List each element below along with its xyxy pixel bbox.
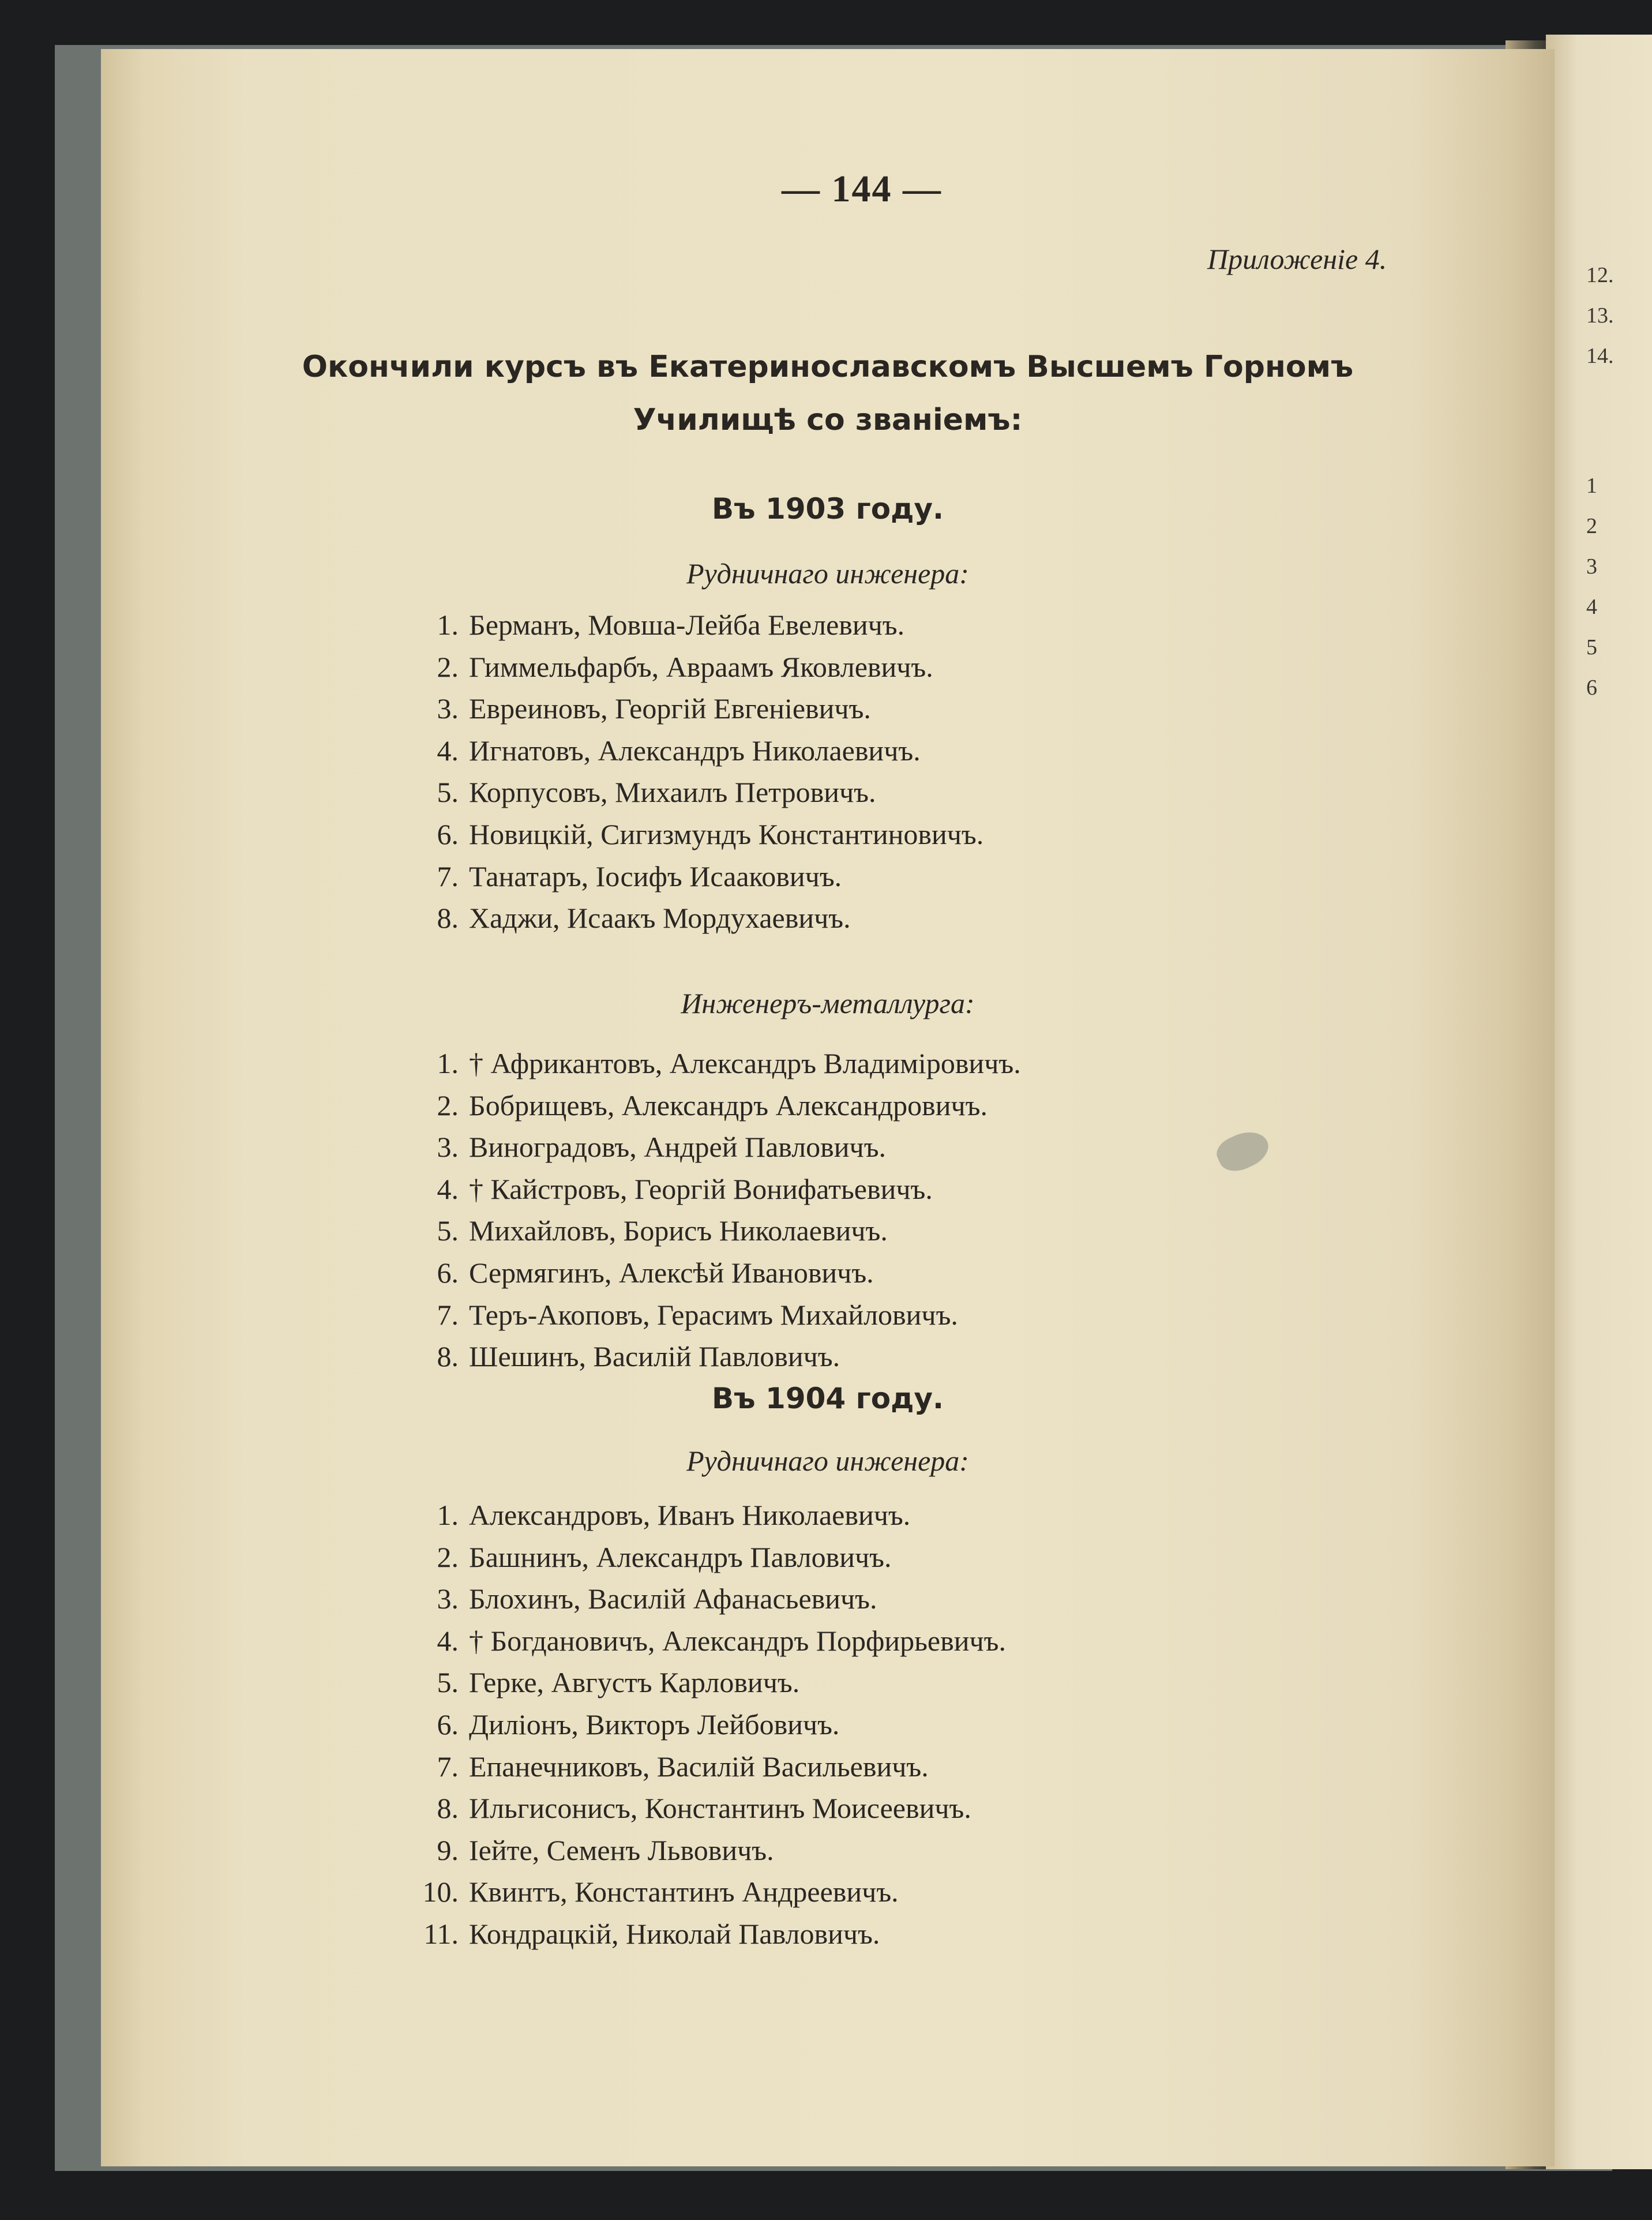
entry-name: Ильгисонисъ, Константинъ Моисеевичъ. xyxy=(469,1792,971,1825)
facing-page-number: 5 xyxy=(1586,635,1597,659)
facing-page-number: 4 xyxy=(1586,595,1597,619)
entry-number: 1. xyxy=(437,1047,459,1079)
entry-number: 4. xyxy=(437,1624,459,1657)
list-item xyxy=(412,1704,1006,1746)
entry-number: 2. xyxy=(437,1089,459,1122)
page-title xyxy=(101,340,1555,447)
facing-page-number: 6 xyxy=(1586,676,1597,700)
facing-page-number: 13. xyxy=(1586,303,1614,328)
year-heading: Въ 1903 году. xyxy=(711,492,944,526)
entry-number: 6. xyxy=(437,1708,459,1741)
list-item xyxy=(412,1829,1006,1872)
entry-number: 7. xyxy=(437,1298,459,1331)
entry-name: † Африкантовъ, Александръ Владиміровичъ. xyxy=(469,1047,1021,1079)
list-item xyxy=(412,688,983,730)
entry-number: 2. xyxy=(437,1540,459,1573)
entry-name: Корпусовъ, Михаилъ Петровичъ. xyxy=(469,776,876,809)
entry-name: Евреиновъ, Георгій Евгеніевичъ. xyxy=(469,692,871,725)
entry-name: Новицкій, Сигизмундъ Константиновичъ. xyxy=(469,817,984,850)
facing-page-number: 12. xyxy=(1586,263,1614,287)
entry-number: 5. xyxy=(437,776,459,809)
entry-number: 6. xyxy=(437,817,459,850)
list-item xyxy=(412,604,983,646)
entry-name: † Богдановичъ, Александръ Порфирьевичъ. xyxy=(469,1624,1006,1657)
entry-number: 8. xyxy=(437,1340,459,1373)
entry-name: Сермягинъ, Алексѣй Ивановичъ. xyxy=(469,1256,874,1289)
page-title-line: Окончили курсъ въ Екатеринославскомъ Высшемъ Горномъ xyxy=(302,350,1354,384)
entry-name: Епанечниковъ, Василій Васильевичъ. xyxy=(469,1750,929,1783)
entry-name: Блохинъ, Василій Афанасьевичъ. xyxy=(469,1582,877,1615)
facing-page-number: 2 xyxy=(1586,514,1597,538)
entry-number: 4. xyxy=(437,734,459,767)
entry-number: 9. xyxy=(437,1833,459,1866)
entry-number: 6. xyxy=(437,1256,459,1289)
entry-name: Хаджи, Исаакъ Мордухаевичъ. xyxy=(469,902,851,935)
entry-name: Шешинъ, Василій Павловичъ. xyxy=(469,1340,840,1373)
entry-name: Башнинъ, Александръ Павловичъ. xyxy=(469,1540,892,1573)
facing-page-number: 14. xyxy=(1586,344,1614,368)
entry-number: 7. xyxy=(437,860,459,892)
entry-number: 8. xyxy=(437,902,459,935)
list-item xyxy=(412,1871,1006,1913)
list-item xyxy=(412,1746,1006,1788)
list-item xyxy=(412,1210,1021,1252)
rank-heading: Инженеръ-металлурга: xyxy=(681,987,975,1019)
facing-page xyxy=(1546,35,1652,2169)
entry-number: 4. xyxy=(437,1172,459,1205)
entry-name: Виноградовъ, Андрей Павловичъ. xyxy=(469,1131,887,1164)
entry-name: Іейте, Семенъ Львовичъ. xyxy=(469,1833,774,1866)
page-title-line: Училищѣ со званіемъ: xyxy=(633,403,1023,437)
list-item xyxy=(412,856,983,898)
entry-number: 7. xyxy=(437,1750,459,1783)
book-page xyxy=(101,49,1555,2166)
entry-number: 10. xyxy=(422,1876,459,1908)
entry-name: Берманъ, Мовша-Лейба Евелевичъ. xyxy=(469,609,905,641)
list-item xyxy=(412,1126,1021,1168)
page-number: — 144 — xyxy=(782,168,942,210)
entry-name: Кондрацкій, Николай Павловичъ. xyxy=(469,1917,880,1950)
list-item xyxy=(412,1494,1006,1536)
entry-number: 5. xyxy=(437,1214,459,1247)
entry-number: 5. xyxy=(437,1666,459,1699)
list-item xyxy=(412,1620,1006,1662)
list-item xyxy=(412,1536,1006,1578)
graduate-list xyxy=(412,604,983,939)
rank-heading: Рудничнаго инженера: xyxy=(686,557,969,590)
entry-name: Герке, Августъ Карловичъ. xyxy=(469,1666,800,1699)
entry-name: Михайловъ, Борисъ Николаевичъ. xyxy=(469,1214,888,1247)
entry-name: Диліонъ, Викторъ Лейбовичъ. xyxy=(469,1708,840,1741)
facing-page-number: 1 xyxy=(1586,474,1597,498)
graduate-list xyxy=(412,1494,1006,1955)
entry-number: 2. xyxy=(437,650,459,683)
year-heading: Въ 1904 году. xyxy=(711,1382,944,1415)
list-item xyxy=(412,1085,1021,1127)
graduate-list xyxy=(412,1042,1021,1378)
entry-name: Игнатовъ, Александръ Николаевичъ. xyxy=(469,734,921,767)
entry-name: Танатаръ, Іосифъ Исааковичъ. xyxy=(469,860,842,892)
entry-name: Гиммельфарбъ, Авраамъ Яковлевичъ. xyxy=(469,650,933,683)
entry-name: † Кайстровъ, Георгій Вонифатьевичъ. xyxy=(469,1172,933,1205)
entry-name: Бобрищевъ, Александръ Александровичъ. xyxy=(469,1089,988,1122)
facing-page-number: 3 xyxy=(1586,554,1597,579)
list-item xyxy=(412,1578,1006,1620)
list-item xyxy=(412,1294,1021,1336)
list-item xyxy=(412,1913,1006,1955)
entry-number: 3. xyxy=(437,692,459,725)
list-item xyxy=(412,813,983,856)
entry-number: 3. xyxy=(437,1131,459,1164)
list-item xyxy=(412,1662,1006,1704)
list-item xyxy=(412,646,983,688)
page-content xyxy=(101,49,1555,2166)
entry-name: Квинтъ, Константинъ Андреевичъ. xyxy=(469,1876,899,1908)
list-item xyxy=(412,1168,1021,1210)
list-item xyxy=(412,771,983,813)
entry-name: Теръ-Акоповъ, Герасимъ Михайловичъ. xyxy=(469,1298,958,1331)
entry-number: 1. xyxy=(437,1499,459,1531)
list-item xyxy=(412,897,983,939)
rank-heading: Рудничнаго инженера: xyxy=(686,1445,969,1477)
list-item xyxy=(412,1336,1021,1378)
entry-number: 1. xyxy=(437,609,459,641)
list-item xyxy=(412,730,983,772)
entry-number: 3. xyxy=(437,1582,459,1615)
list-item xyxy=(412,1042,1021,1085)
entry-number: 11. xyxy=(423,1917,459,1950)
appendix-label: Приложеніе 4. xyxy=(1207,243,1387,275)
list-item xyxy=(412,1787,1006,1829)
entry-name: Александровъ, Иванъ Николаевичъ. xyxy=(469,1499,911,1531)
list-item xyxy=(412,1252,1021,1294)
entry-number: 8. xyxy=(437,1792,459,1825)
